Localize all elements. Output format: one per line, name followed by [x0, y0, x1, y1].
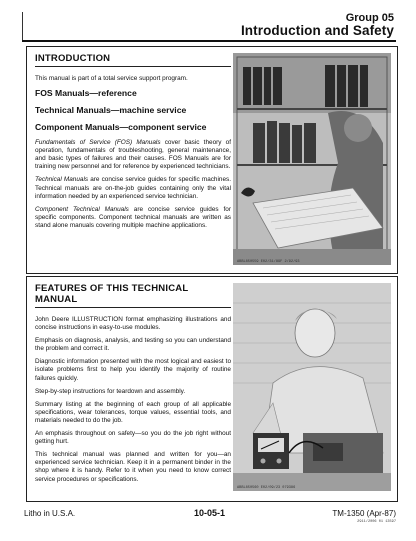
group-label: Group 05 [345, 12, 394, 24]
header-rule [22, 40, 396, 42]
fos-subheading: FOS Manuals—reference [35, 88, 137, 99]
feature-paragraph: John Deere ILLUSTRUCTION format emphasizing illustrations and concise instructions in easy-to-use modules. [35, 316, 231, 332]
technical-subheading: Technical Manuals—machine service [35, 105, 187, 116]
bookshelf-photo [233, 53, 391, 265]
feature-paragraph: An emphasis throughout on safety—so you do the job right without getting hurt. [35, 430, 231, 446]
component-paragraph [35, 206, 231, 230]
component-text: are concise service guides for specific components. Component technical manuals are written as stand alone manuals covering multiple machine applications. [35, 205, 231, 229]
page-footer [24, 508, 396, 524]
page-number: 10-05-1 [194, 508, 226, 518]
features-text [35, 283, 231, 489]
photo-caption: ABBL850560 E02/09/23 079386 [237, 486, 296, 490]
feature-paragraph: Diagnostic information presented with the most logical and easiest to isolate problems first to help you identify the majority of routine failures quickly. [35, 358, 231, 382]
component-term: Component Technical Manuals [35, 205, 129, 213]
feature-paragraph: Summary listing at the beginning of each group of all applicable specifications, wear tolerances, torque values, essential tools, and materials needed to do the job. [35, 400, 231, 424]
fos-text: cover basic theory of operation, fundamentals of troubleshooting, general maintenance, and basic types of failures and their causes. FOS Manuals are for training new personnel and for reference by experienced technicians. [35, 139, 231, 171]
technical-term: Technical Manuals [35, 176, 89, 184]
features-section [26, 276, 398, 502]
technical-paragraph [35, 176, 231, 200]
heading-rule [35, 307, 231, 308]
fos-paragraph [35, 139, 231, 171]
introduction-section [26, 46, 398, 274]
header-left-bar [22, 12, 23, 40]
photo-caption: ABBL850559 E02/31/89F 2/92/93 [237, 260, 300, 264]
feature-paragraph: Emphasis on diagnosis, analysis, and testing so you can understand the problem and correct it. [35, 337, 231, 353]
fos-term: Fundamentals of Service (FOS) Manuals [35, 139, 161, 147]
introduction-text [35, 53, 231, 235]
page-title: Introduction and Safety [240, 23, 394, 38]
bookshelf-illustration [233, 53, 391, 265]
print-code: 2911/2006 01 13597 [357, 520, 396, 524]
feature-paragraph: Step-by-step instructions for teardown and assembly. [35, 387, 186, 395]
heading-rule [35, 66, 231, 67]
intro-lead: This manual is part of a total service support program. [35, 75, 188, 82]
features-heading: FEATURES OF THIS TECHNICAL MANUAL [35, 283, 189, 305]
introduction-heading: INTRODUCTION [35, 53, 111, 64]
component-subheading: Component Manuals—component service [35, 122, 207, 133]
technician-illustration [233, 283, 391, 491]
technical-text: are concise service guides for specific machines. Technical manuals are on-the-job guides containing only the vital information needed by an experienced service technician. [35, 176, 231, 200]
manual-id: TM-1350 (Apr-87) [332, 509, 396, 518]
litho-note: Litho in U.S.A. [24, 509, 76, 518]
feature-paragraph: This technical manual was planned and written for you—an experienced service technician. Keep it in a permanent binder in the shop where it is handy. Refer to it when you need to know correct service procedures or specifications. [35, 451, 231, 483]
technician-photo [233, 283, 391, 491]
